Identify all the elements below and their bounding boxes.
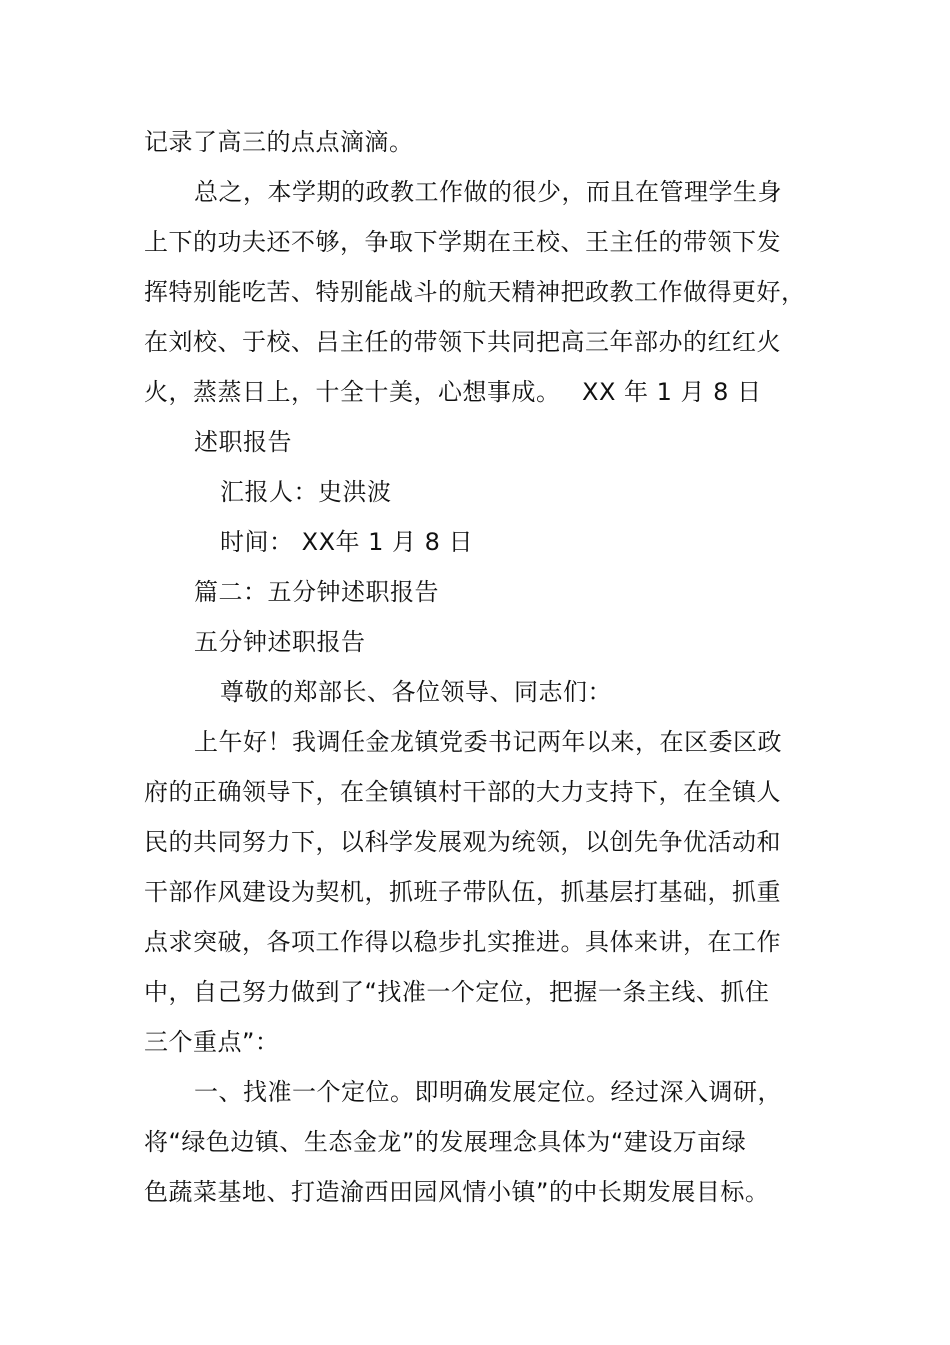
text-line: 民的共同努力下，以科学发展观为统领，以创先争优活动和 [144,828,781,856]
signoff-date: XX 年 1 月 8 日 [582,378,762,406]
reporter-line: 汇报人：史洪波 [220,478,392,506]
paragraph-start: 一、找准一个定位。即明确发展定位。经过深入调研， [194,1078,782,1106]
date-line: 时间： XX年 1 月 8 日 [220,528,474,556]
text-line: 上下的功夫还不够，争取下学期在王校、王主任的带领下发 [144,228,781,256]
text-line: 将“绿色边镇、生态金龙”的发展理念具体为“建设万亩绿 [144,1128,747,1156]
text-line: 火，蒸蒸日上，十全十美，心想事成。 [144,378,561,406]
section-heading: 述职报告 [194,428,292,456]
text-line: 记录了高三的点点滴滴。 [144,128,414,156]
text-line: 点求突破，各项工作得以稳步扎实推进。具体来讲，在工作 [144,928,781,956]
text-line: 三个重点”： [144,1028,280,1056]
paragraph-start: 总之，本学期的政教工作做的很少，而且在管理学生身 [194,178,782,206]
text-line: 府的正确领导下，在全镇镇村干部的大力支持下，在全镇人 [144,778,781,806]
report-title: 五分钟述职报告 [194,628,366,656]
paragraph-start: 上午好！我调任金龙镇党委书记两年以来，在区委区政 [194,728,782,756]
text-line: 干部作风建设为契机，抓班子带队伍，抓基层打基础，抓重 [144,878,781,906]
salutation: 尊敬的郑部长、各位领导、同志们： [220,678,612,706]
text-line: 中，自己努力做到了“找准一个定位，把握一条主线、抓住 [144,978,770,1006]
text-line: 色蔬菜基地、打造渝西田园风情小镇”的中长期发展目标。 [144,1178,770,1206]
chapter-heading: 篇二：五分钟述职报告 [194,578,439,606]
text-line: 挥特别能吃苦、特别能战斗的航天精神把政教工作做得更好， [144,278,806,306]
text-line: 在刘校、于校、吕主任的带领下共同把高三年部办的红红火 [144,328,781,356]
